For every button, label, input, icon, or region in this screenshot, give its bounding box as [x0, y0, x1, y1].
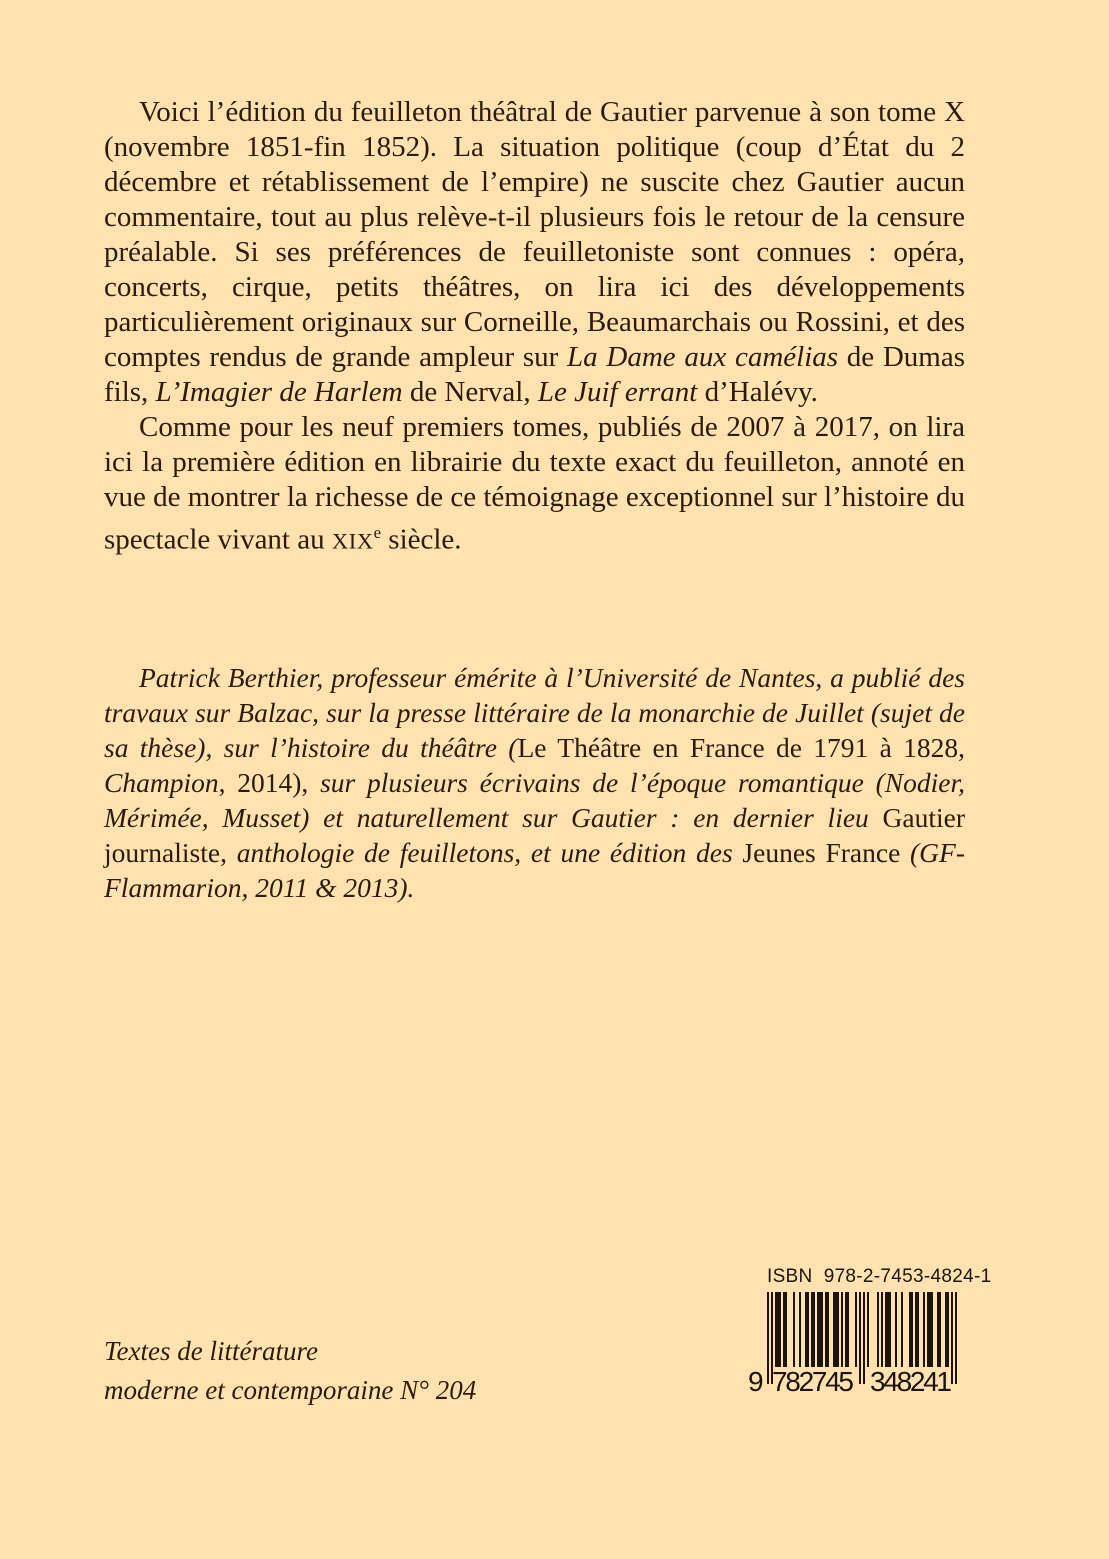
text-run: Voici l’édition du feuilleton théâtral de Gautier parvenue à son tome X (novembre 1851-fin 1852). La situation politique (coup d’État du 2 décembre et rétablissement de l’empire) ne suscite chez Gautier aucun commentaire, tout au plus relève-t-il plusieurs fois le retour de la censure préalable. Si ses préférences de feuilletoniste sont connues : opéra, concerts, cirque, petits théâtres, on lira ici des développements particulièrement originaux sur Corneille, Beaumarchais ou Rossini, et des comptes rendus de grande ampleur sur	[104, 96, 965, 373]
text-run: siècle.	[381, 523, 462, 556]
barcode-digits: 348241	[870, 1366, 952, 1394]
author-bio	[104, 660, 965, 905]
text-run: Jeunes France	[742, 837, 910, 868]
blurb-paragraph-2	[104, 410, 965, 559]
text-run: anthologie de feuilletons, et une édition des	[236, 837, 743, 868]
text-run: (GF-Flammarion, 2011 & 2013).	[104, 837, 965, 903]
ean13-barcode	[742, 1292, 962, 1394]
blurb-paragraph-1	[104, 95, 965, 410]
text-run: Gautier journaliste,	[104, 802, 965, 868]
author-bio-paragraph	[104, 660, 965, 905]
text-run: Le Théâtre en France de 1791 à 1828,	[517, 732, 965, 763]
text-run: de Dumas fils,	[104, 341, 966, 408]
text-run: Le Juif errant	[537, 376, 698, 408]
series-name-line-1: Textes de littérature	[104, 1336, 318, 1366]
isbn-number: ISBN 978-2-7453-4824-1	[767, 1266, 992, 1287]
blurb	[104, 95, 965, 559]
text-run: e	[373, 523, 382, 542]
text-run: Comme pour les neuf premiers tomes, publiés de 2007 à 2017, on lira ici la première édition en librairie du texte exact du feuilleton, annoté en vue de montrer la richesse de ce témoignage exceptionnel sur l’histoire du spectacle vivant au	[104, 411, 965, 556]
text-run: Champion	[104, 767, 219, 798]
text-run: de Nerval,	[402, 376, 538, 408]
text-run: La Dame aux camélias	[567, 341, 839, 373]
barcode-digits: 9	[748, 1366, 764, 1394]
series-name-line-2: moderne et contemporaine N° 204	[104, 1375, 477, 1405]
text-run: XIX	[331, 528, 374, 554]
text-run: L’Imagier de Harlem	[155, 376, 403, 408]
series-name	[104, 1332, 476, 1410]
text-run: , 2014),	[218, 767, 321, 798]
text-run: sur plusieurs écrivains de l’époque romantique (Nodier, Mérimée, Musset) et naturellement sur Gautier : en dernier lieu	[104, 767, 965, 833]
barcode-digits: 782745	[772, 1366, 854, 1394]
barcode-bars	[742, 1292, 962, 1394]
text-run: Patrick Berthier, professeur émérite à l’Université de Nantes, a publié des travaux sur Balzac, sur la presse littéraire de la monarchie de Juillet (sujet de sa thèse), sur l’histoire du théâtre (	[104, 662, 965, 763]
text-run: d’Halévy.	[697, 376, 818, 408]
